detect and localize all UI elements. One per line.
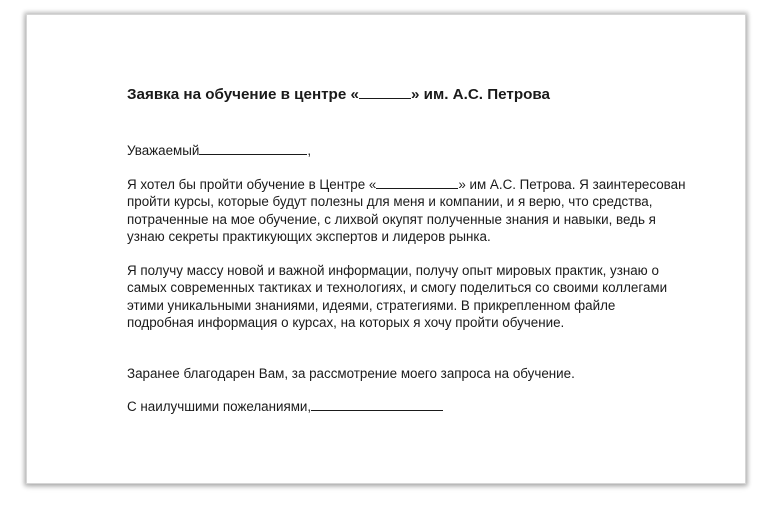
paragraph-benefits <box>127 262 712 332</box>
recipient-name-blank <box>199 142 307 155</box>
paragraph-text: Я хотел бы пройти обучение в Центре « <box>127 176 377 192</box>
paragraph-request <box>127 176 712 246</box>
title-text-start: Заявка на обучение в центре « <box>127 86 359 103</box>
closing-text: С наилучшими пожеланиями, <box>127 399 312 414</box>
title-text-end: » им. А.С. Петрова <box>410 86 550 103</box>
paragraph-line: этими уникальными знаниями, идеями, стратегиями. В прикрепленном файле <box>127 297 616 313</box>
center-name-blank <box>359 85 411 99</box>
paragraph-line: потраченные на мое обучение, с лихвой окупят полученные знания и навыки, ведь я <box>127 211 656 227</box>
greeting-comma: , <box>307 143 312 158</box>
paragraph-line: самых современных тактиках и технологиях, и смогу поделиться со своими коллегами <box>127 280 668 295</box>
paragraph-line: пройти курсы, которые будут полезны для меня и компании, и я верю, что средства, <box>127 194 653 209</box>
document-title <box>127 85 712 104</box>
paragraph-line: подробная информация о курсах, на которых я хочу пройти обучение. <box>127 315 565 330</box>
center-name-blank <box>376 176 458 189</box>
letter-body <box>127 85 712 416</box>
signature-blank <box>311 398 443 411</box>
paragraph-line <box>127 176 712 194</box>
paragraph-line: узнаю секреты практикующих экспертов и лидеров рынка. <box>127 229 491 244</box>
document-page <box>26 14 746 484</box>
paragraph-line: Я получу массу новой и важной информации, получу опыт мировых практик, узнаю о <box>127 262 659 278</box>
paragraph-text: » им А.С. Петрова. Я заинтересован <box>458 176 686 192</box>
closing-line <box>127 398 712 416</box>
thanks-line: Заранее благодарен Вам, за рассмотрение моего запроса на обучение. <box>127 365 575 381</box>
greeting-text: Уважаемый <box>127 143 200 158</box>
greeting-line <box>127 142 712 160</box>
